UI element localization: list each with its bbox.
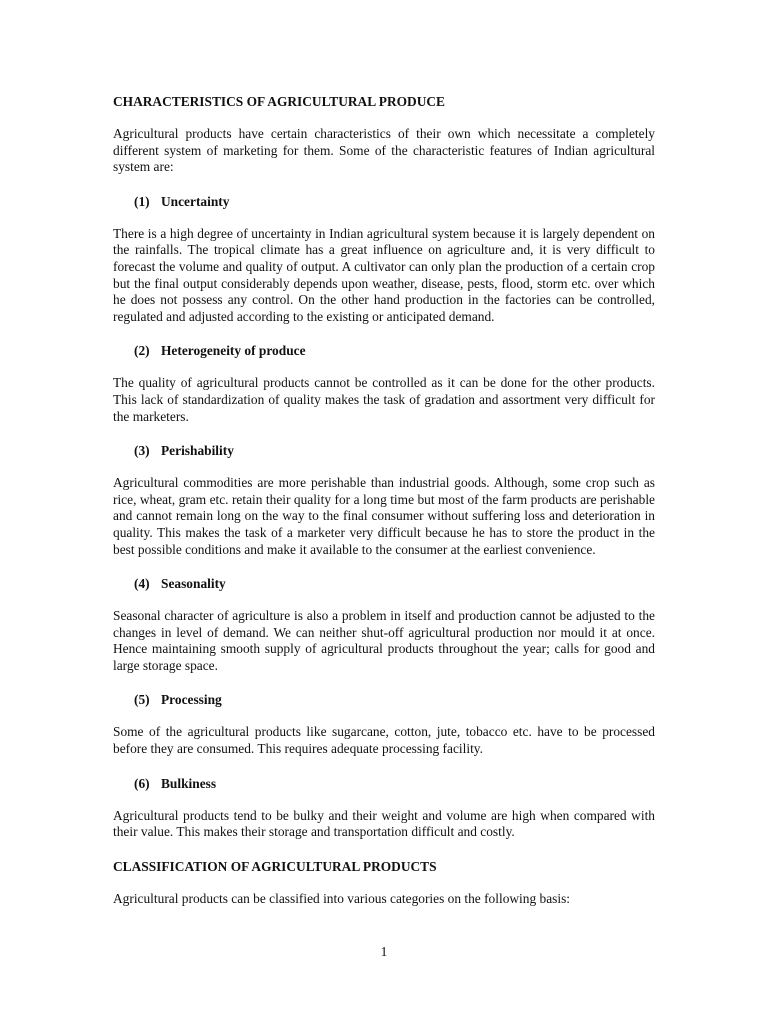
section-heading-heterogeneity	[134, 342, 655, 359]
classification-title: CLASSIFICATION OF AGRICULTURAL PRODUCTS	[113, 858, 437, 874]
section-paragraph-uncertainty: There is a high degree of uncertainty in Indian agricultural system because it is largely dependent on the rainfalls. The tropical climate has a great influence on agriculture and, it is very difficult to forecast the volume and quality of output. A cultivator can only plan the production of a certain crop but the final output considerably depends upon weather, disease, pests, flood, storm etc. over which he does not possess any control. On the other hand production in the factories can be controlled, regulated and adjusted according to the existing or anticipated demand.	[113, 225, 655, 324]
section-heading-perishability	[134, 442, 655, 459]
section-heading-uncertainty	[134, 193, 655, 210]
section-title: Uncertainty	[161, 193, 230, 209]
page-number: 1	[380, 944, 388, 959]
section-paragraph-heterogeneity: The quality of agricultural products cannot be controlled as it can be done for the other products. This lack of standardization of quality makes the task of gradation and assortment very difficult for the marketers.	[113, 375, 655, 424]
section-number: (1)	[134, 193, 150, 209]
section-paragraph-perishability: Agricultural commodities are more perishable than industrial goods. Although, some crop such as rice, wheat, gram etc. retain their quality for a long time but most of the farm products are perishable and cannot remain long on the way to the final consumer without suffering loss and deterioration in quality. This makes the task of a marketer very difficult because he has to store the product in the best possible conditions and make it available to the consumer at the earliest convenience.	[113, 475, 655, 557]
section-title: Bulkiness	[161, 775, 217, 791]
section-paragraph-seasonality: Seasonal character of agriculture is also a problem in itself and production cannot be adjusted to the changes in level of demand. We can neither shut-off agricultural production nor mould it at once. Hence maintaining smooth supply of agricultural products throughout the year; calls for good and large storage space.	[113, 608, 655, 673]
section-heading-seasonality	[134, 575, 655, 592]
section-heading-bulkiness	[134, 775, 655, 792]
section-number: (5)	[134, 692, 150, 708]
document-page	[113, 93, 655, 924]
section-title: Heterogeneity of produce	[161, 343, 306, 359]
section-number: (4)	[134, 576, 150, 592]
section-number: (2)	[134, 343, 150, 359]
intro-paragraph: Agricultural products have certain characteristics of their own which necessitate a completely different system of marketing for them. Some of the characteristic features of Indian agricultural system are:	[113, 126, 655, 175]
section-paragraph-processing: Some of the agricultural products like sugarcane, cotton, jute, tobacco etc. have to be processed before they are consumed. This requires adequate processing facility.	[113, 724, 655, 757]
classification-paragraph: Agricultural products can be classified into various categories on the following basis:	[113, 890, 571, 906]
section-paragraph-bulkiness: Agricultural products tend to be bulky and their weight and volume are high when compared with their value. This makes their storage and transportation difficult and costly.	[113, 807, 655, 840]
section-title: Perishability	[161, 443, 234, 459]
section-number: (3)	[134, 443, 150, 459]
document-title: CHARACTERISTICS OF AGRICULTURAL PRODUCE	[113, 94, 445, 109]
section-number: (6)	[134, 775, 150, 791]
section-heading-processing	[134, 691, 655, 708]
section-title: Processing	[161, 692, 222, 708]
section-title: Seasonality	[161, 576, 226, 592]
